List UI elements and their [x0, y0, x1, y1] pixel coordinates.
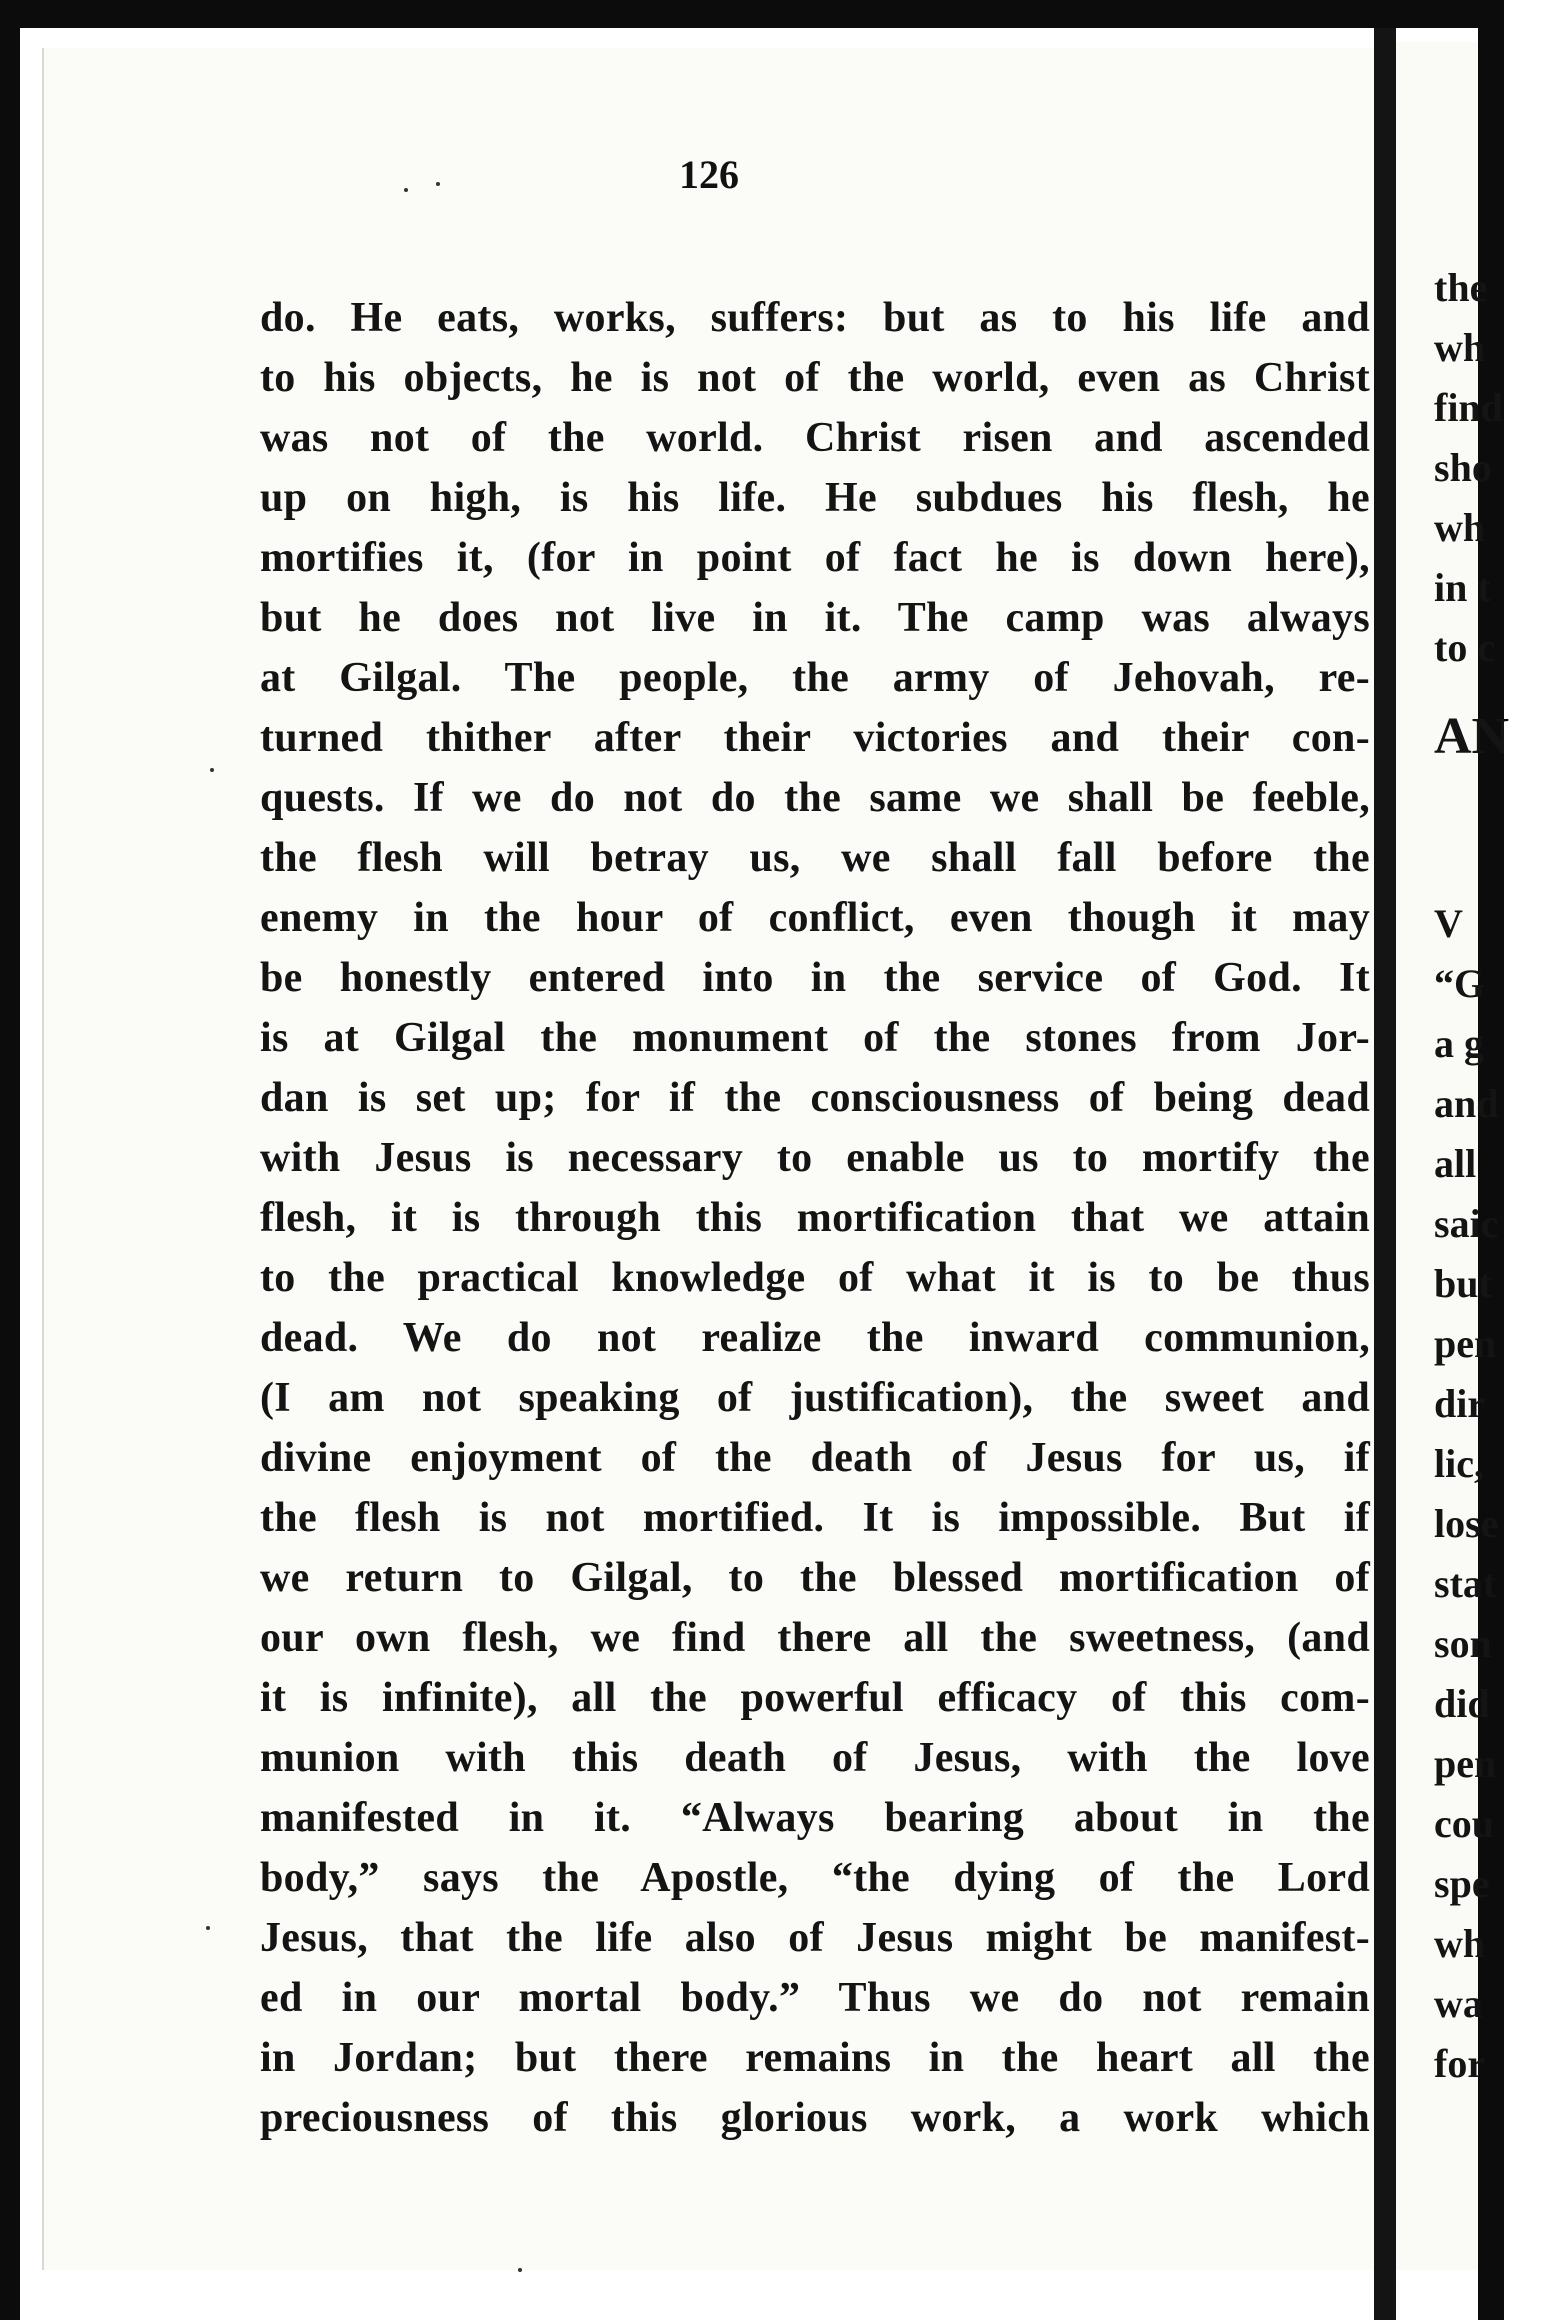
left-page — [42, 48, 1374, 2270]
right-page-text-fragment: sho — [1434, 445, 1492, 490]
text-line: ed in our mortal body.” Thus we do not remain — [260, 1975, 1370, 2021]
text-line: the flesh is not mortified. It is impossible. But if — [260, 1495, 1370, 1541]
text-line: our own flesh, we find there all the sweetness, (and — [260, 1615, 1370, 1661]
page-number: 126 — [679, 152, 739, 197]
right-page-text-fragment: “G — [1434, 961, 1486, 1006]
page-body-text — [260, 288, 1370, 2148]
right-page-text-fragment: pen — [1434, 1321, 1497, 1366]
text-line: to the practical knowledge of what it is to be thus — [260, 1255, 1370, 1301]
text-line: dead. We do not realize the inward communion, — [260, 1315, 1370, 1361]
text-line: we return to Gilgal, to the blessed mortification of — [260, 1555, 1370, 1601]
right-page-text-fragment: wh — [1434, 505, 1486, 550]
right-page-text-fragment: and — [1434, 1081, 1499, 1126]
scan-speck — [518, 2268, 522, 2272]
scan-speck — [404, 188, 408, 192]
right-page-text-fragment: to c — [1434, 625, 1496, 670]
scan-speck — [210, 768, 214, 772]
scan-left-border — [0, 0, 20, 2320]
right-page-text-fragment: but — [1434, 1261, 1492, 1306]
text-line: in Jordan; but there remains in the heart all the — [260, 2035, 1370, 2081]
right-page-text-fragment: the — [1434, 265, 1488, 310]
text-line: but he does not live in it. The camp was always — [260, 595, 1370, 641]
right-page-text-fragment: V — [1434, 901, 1463, 946]
right-page-fragment — [1396, 42, 1510, 2270]
text-line: up on high, is his life. He subdues his flesh, he — [260, 475, 1370, 521]
right-page-text-fragment: wh — [1434, 325, 1486, 370]
right-page-text-fragment: did — [1434, 1681, 1490, 1726]
text-line: flesh, it is through this mortification that we attain — [260, 1195, 1370, 1241]
text-line: Jesus, that the life also of Jesus might be manifest- — [260, 1915, 1370, 1961]
text-line: divine enjoyment of the death of Jesus for us, if — [260, 1435, 1370, 1481]
text-line: munion with this death of Jesus, with the love — [260, 1735, 1370, 1781]
book-gutter — [1374, 28, 1396, 2320]
text-line: was not of the world. Christ risen and ascended — [260, 415, 1370, 461]
right-page-text-fragment: wh — [1434, 1921, 1486, 1966]
text-line: turned thither after their victories and their con- — [260, 715, 1370, 761]
right-page-text-fragment: in t — [1434, 565, 1491, 610]
right-page-text-fragment: saic — [1434, 1201, 1499, 1246]
right-page-text-fragment: son — [1434, 1621, 1492, 1666]
right-page-text-fragment: lic, — [1434, 1441, 1484, 1486]
right-page-text-fragment: find — [1434, 385, 1503, 430]
right-page-text-fragment: wa — [1434, 1981, 1483, 2026]
right-page-text-fragment: for — [1434, 2041, 1486, 2086]
scan-speck — [206, 1926, 210, 1930]
text-line: quests. If we do not do the same we shall be feeble, — [260, 775, 1370, 821]
right-page-text-fragment: stat — [1434, 1561, 1497, 1606]
text-line: to his objects, he is not of the world, even as Christ — [260, 355, 1370, 401]
text-line: is at Gilgal the monument of the stones from Jor- — [260, 1015, 1370, 1061]
text-line: enemy in the hour of conflict, even though it may — [260, 895, 1370, 941]
text-line: it is infinite), all the powerful efficacy of this com- — [260, 1675, 1370, 1721]
right-page-text-fragment: cou — [1434, 1801, 1494, 1846]
right-page-text-fragment: spe — [1434, 1861, 1490, 1906]
right-page-heading-fragment: AN — [1434, 708, 1510, 765]
text-line: body,” says the Apostle, “the dying of the Lord — [260, 1855, 1370, 1901]
scan-top-border — [0, 0, 1504, 28]
right-page-text-fragment: all — [1434, 1141, 1477, 1186]
scan-speck — [436, 182, 440, 186]
text-line: manifested in it. “Always bearing about in the — [260, 1795, 1370, 1841]
text-line: do. He eats, works, suffers: but as to his life and — [260, 295, 1370, 341]
text-line: preciousness of this glorious work, a work which — [260, 2095, 1370, 2141]
text-line: mortifies it, (for in point of fact he is down here), — [260, 535, 1370, 581]
text-line: dan is set up; for if the consciousness of being dead — [260, 1075, 1370, 1121]
right-page-text-fragment: pen — [1434, 1741, 1497, 1786]
text-line: (I am not speaking of justification), the sweet and — [260, 1375, 1370, 1421]
text-line: be honestly entered into in the service of God. It — [260, 955, 1370, 1001]
right-page-text-fragment: lose — [1434, 1501, 1499, 1546]
text-line: the flesh will betray us, we shall fall before the — [260, 835, 1370, 881]
right-page-text-fragment: dir — [1434, 1381, 1486, 1426]
text-line: at Gilgal. The people, the army of Jehovah, re- — [260, 655, 1370, 701]
right-page-text-fragment: a g — [1434, 1021, 1484, 1066]
text-line: with Jesus is necessary to enable us to mortify the — [260, 1135, 1370, 1181]
